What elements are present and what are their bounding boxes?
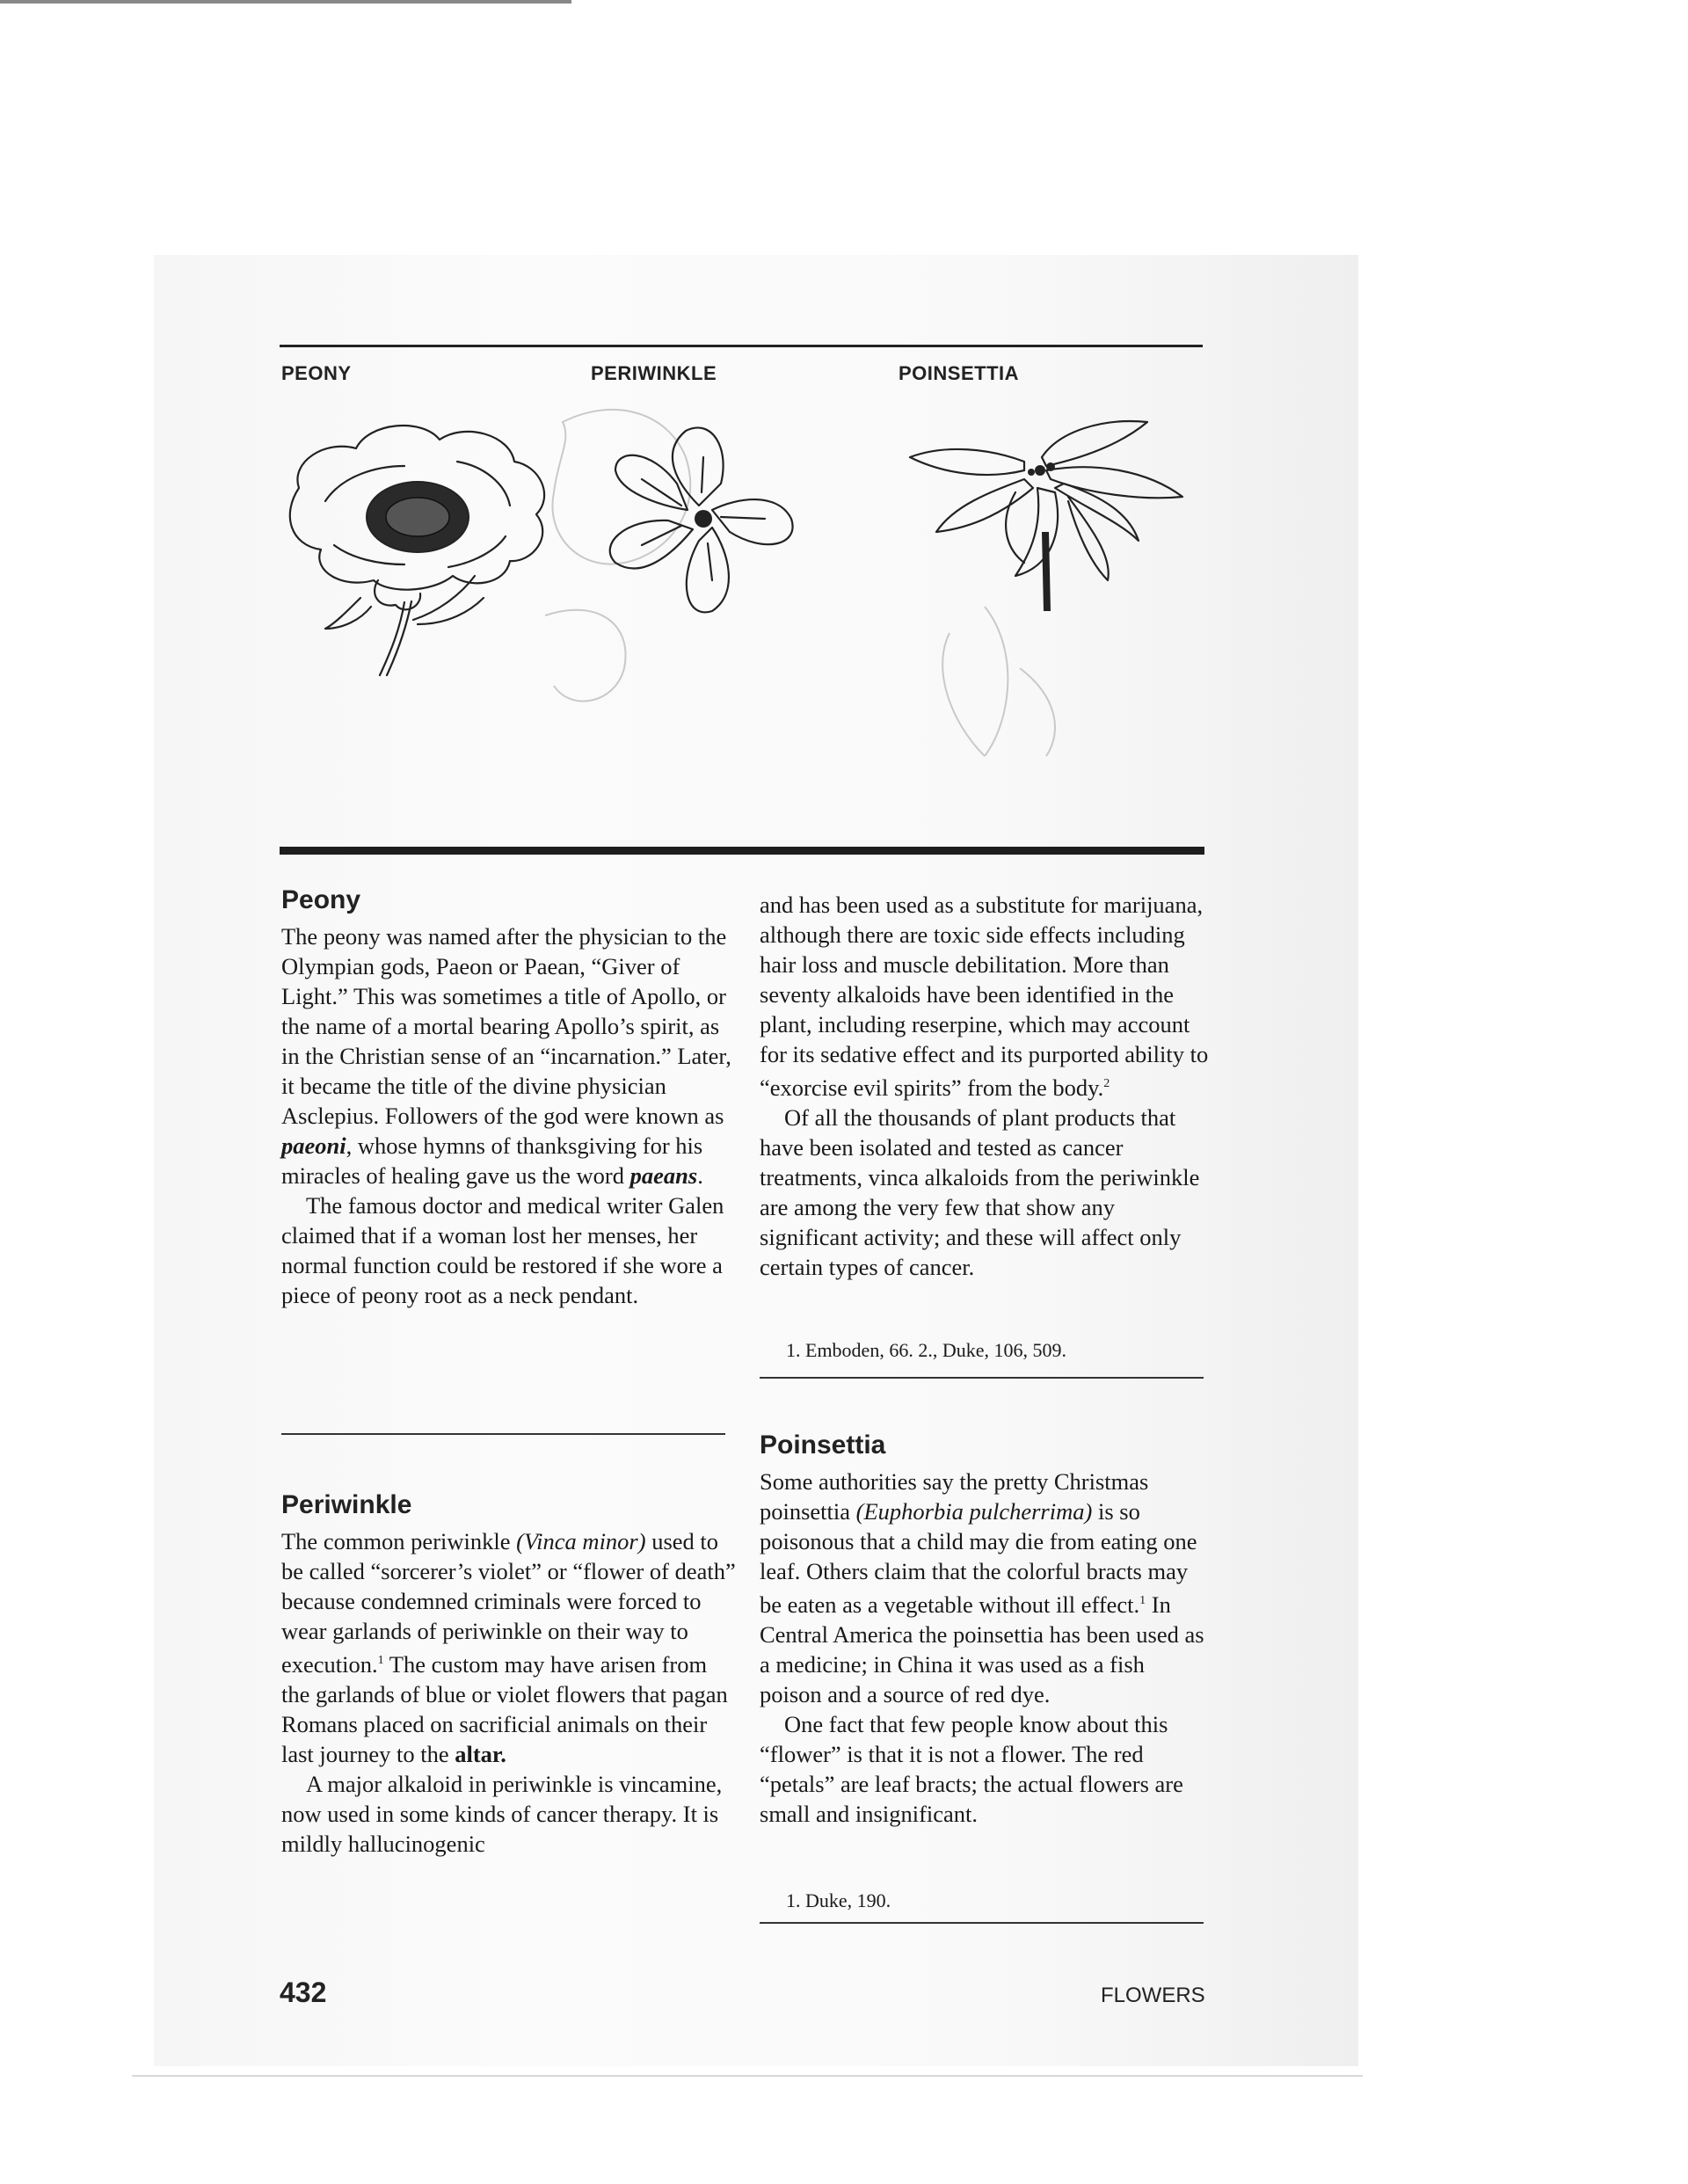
periwinkle-continued-paragraph: and has been used as a substitute for marijuana, although there are toxic side effects including hair loss and muscle debilitation. More than seventy alkaloids have been identified in the plant, including reserpine, which may account for its sedative effect and its purported ability to “exorcise evil spirits” from the body.$^2$ xyxy=(760,892,1209,1101)
periwinkle-paragraph-3: Of all the thousands of plant products that have been isolated and tested as cancer treatments, vinca alkaloids from the periwinkle are among the very few that show any significant activity; and these will affect only certain types of cancer. xyxy=(760,1103,1200,1280)
periwinkle-footnote: 1. Emboden, 66. 2., Duke, 106, 509. xyxy=(786,1339,1066,1361)
figure-label-peony: PEONY xyxy=(281,362,352,384)
figure-top-rule xyxy=(280,345,1203,347)
periwinkle-footnote-rule xyxy=(760,1377,1204,1379)
poinsettia-paragraph-2: One fact that few people know about this “flower” is that it is not a flower. The red “petals” are leaf bracts; the actual flowers are small and insignificant. xyxy=(760,1710,1183,1827)
poinsettia-article xyxy=(760,1430,1212,1829)
page-number: 432 xyxy=(280,1977,327,2008)
poinsettia-paragraph-1: Some authorities say the pretty Christmas poinsettia (Euphorbia pulcherrima) is so poisonous that a child may die from eating one leaf. Others claim that the colorful bracts may be eaten as a vegetable without ill effect.$^1$ In Central America the poinsettia has been used as a medicine; in China it was used as a fish poison and a source of red dye. xyxy=(760,1468,1204,1707)
periwinkle-heading: Periwinkle xyxy=(281,1490,412,1519)
poinsettia-illustration xyxy=(892,409,1209,620)
peony-heading: Peony xyxy=(281,885,361,914)
periwinkle-article xyxy=(281,1489,738,1859)
peony-paragraph-1: The peony was named after the physician to the Olympian gods, Paeon or Paean, “Giver of Light.” This was sometimes a title of Apollo, or the name of a mortal bearing Apollo’s spirit, as in the Christian sense of an “incarnation.” Later, it became the title of the divine physician Asclepius. Followers of the god were known as paeoni, whose hymns of thanksgiving for his miracles of healing gave us the word paeans. xyxy=(281,923,731,1189)
scan-edge-top xyxy=(0,0,571,4)
peony-end-rule xyxy=(281,1433,725,1435)
figure-label-poinsettia: POINSETTIA xyxy=(899,362,1020,384)
poinsettia-footnote-rule xyxy=(760,1922,1204,1924)
running-head: FLOWERS xyxy=(1101,1984,1205,2007)
figure-label-periwinkle: PERIWINKLE xyxy=(591,362,717,384)
periwinkle-paragraph-2: A major alkaloid in periwinkle is vincamine, now used in some kinds of cancer therapy. It is mildly hallucinogenic xyxy=(281,1770,723,1857)
poinsettia-footnote: 1. Duke, 190. xyxy=(786,1889,891,1911)
periwinkle-paragraph-1: The common periwinkle (Vinca minor) used to be called “sorcerer’s violet” or “flower of death” because condemned criminals were forced to wear garlands of periwinkle on their way to execution.$^1$ The custom may have arisen from the garlands of blue or violet flowers that pagan Romans placed on sacrificial animals on their last journey to the altar. xyxy=(281,1528,736,1767)
periwinkle-illustration xyxy=(589,422,809,624)
poinsettia-heading: Poinsettia xyxy=(760,1431,886,1460)
peony-paragraph-2: The famous doctor and medical writer Galen claimed that if a woman lost her menses, her normal function could be restored if she wore a piece of peony root as a neck pendant. xyxy=(281,1192,724,1308)
scan-edge-bottom xyxy=(132,2075,1363,2077)
section-divider-rule xyxy=(280,847,1204,855)
peony-illustration xyxy=(273,413,563,677)
periwinkle-continued xyxy=(760,890,1212,1282)
peony-article xyxy=(281,885,738,1310)
